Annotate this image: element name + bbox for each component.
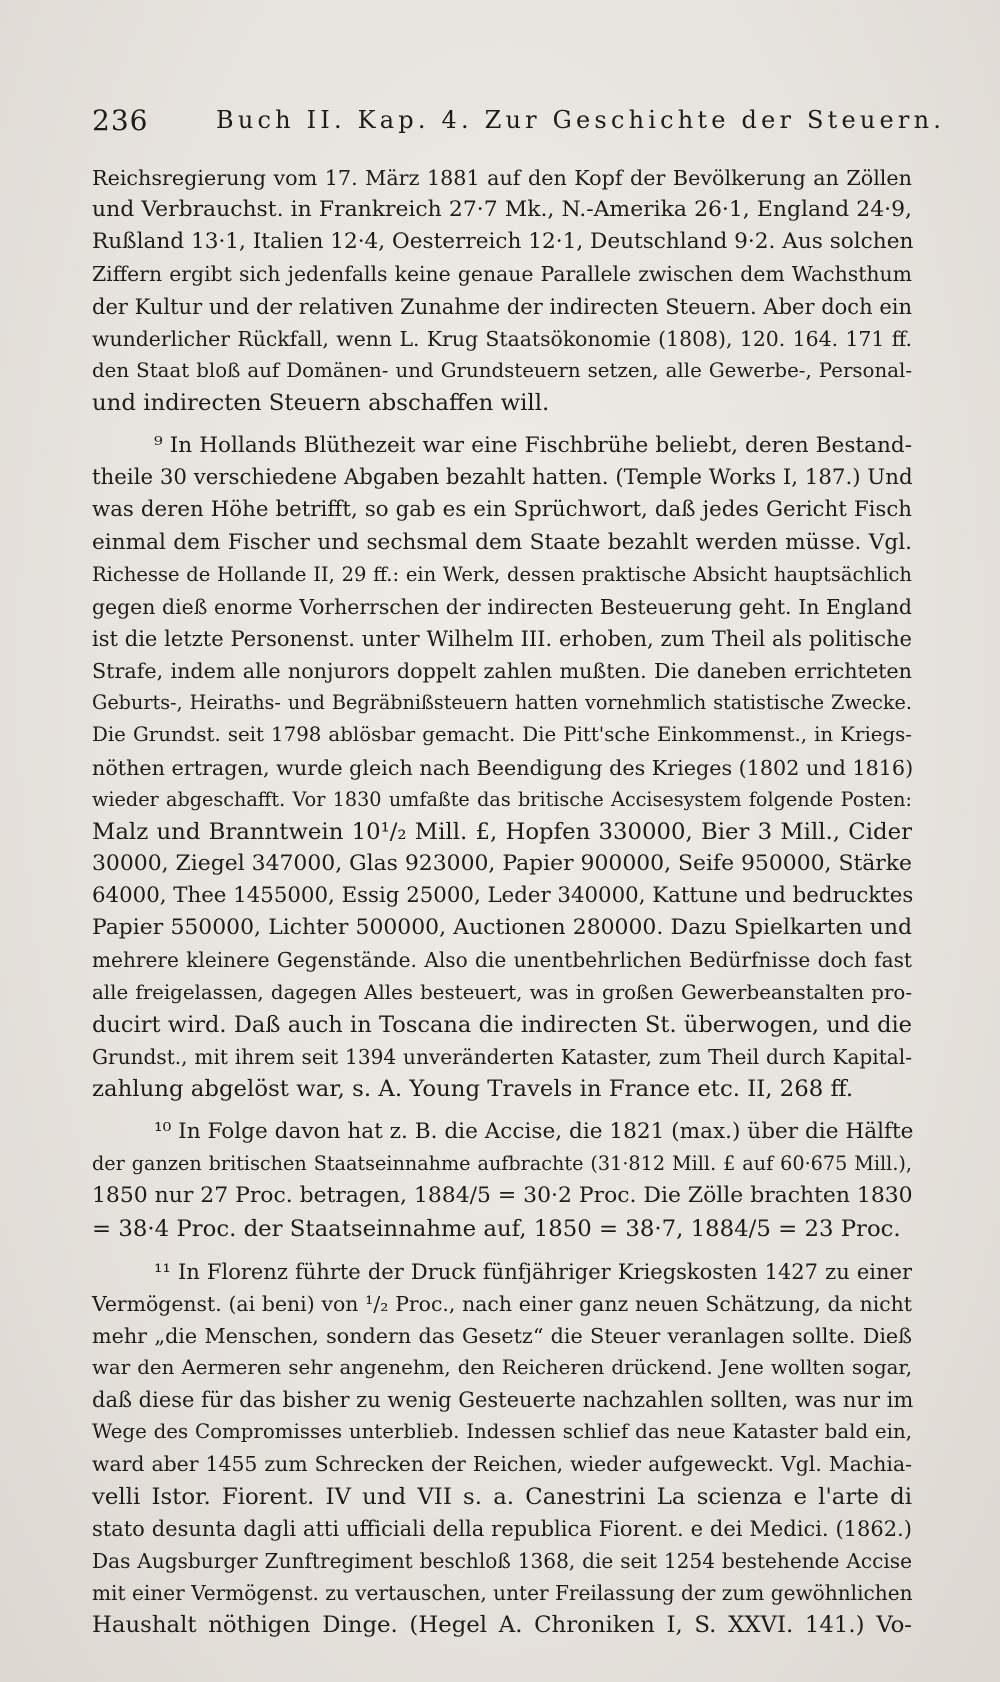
text-line: ⁹ In Hollands Blüthezeit war eine Fischbrühe beliebt, deren Bestand- bbox=[154, 433, 912, 459]
text-line: alle freigelassen, dagegen Alles besteuert, was in großen Gewerbeanstalten pro- bbox=[92, 980, 912, 1004]
text-line: ward aber 1455 zum Schrecken der Reichen, wieder aufgeweckt. Vgl. Machia- bbox=[92, 1452, 912, 1477]
text-line: einmal dem Fischer und sechsmal dem Staate bezahlt werden müsse. Vgl. bbox=[92, 529, 912, 555]
page-header bbox=[92, 104, 946, 140]
text-line: Die Grundst. seit 1798 ablösbar gemacht. Die Pitt'sche Einkommenst., in Kriegs- bbox=[92, 723, 912, 747]
text-line: Richesse de Hollande II, 29 ff.: ein Werk, dessen praktische Absicht hauptsächlich bbox=[92, 562, 912, 586]
text-line: Grundst., mit ihrem seit 1394 unveränderten Kataster, zum Theil durch Kapital- bbox=[92, 1044, 912, 1069]
text-line: ¹⁰ In Folge davon hat z. B. die Accise, die 1821 (max.) über die Hälfte bbox=[154, 1119, 914, 1145]
text-line: Strafe, indem alle nonjurors doppelt zahlen mußten. Die daneben errichteten bbox=[92, 659, 912, 684]
text-line: Wege des Compromisses unterblieb. Indessen schlief das neue Kataster bald ein, bbox=[92, 1420, 912, 1444]
text-line: Vermögenst. (ai beni) von ¹/₂ Proc., nach einer ganz neuen Schätzung, da nicht bbox=[92, 1291, 912, 1316]
text-line: Ziffern ergibt sich jedenfalls keine genaue Parallele zwischen dem Wachsthum bbox=[92, 262, 912, 287]
text-line: Reichsregierung vom 17. März 1881 auf den Kopf der Bevölkerung an Zöllen bbox=[92, 166, 912, 190]
page-number: 236 bbox=[92, 104, 149, 137]
text-line: der ganzen britischen Staatseinnahme aufbrachte (31·812 Mill. £ auf 60·675 Mill.), bbox=[92, 1152, 912, 1176]
text-line: 64000, Thee 1455000, Essig 25000, Leder 340000, Kattune und bedrucktes bbox=[92, 883, 914, 909]
text-line: was deren Höhe betrifft, so gab es ein Sprüchwort, daß jedes Gericht Fisch bbox=[92, 497, 912, 523]
text-line: mit einer Vermögenst. zu vertauschen, unter Freilassung der zum gewöhnlichen bbox=[92, 1581, 913, 1606]
text-line: daß diese für das bisher zu wenig Gesteuerte nachzahlen sollten, was nur im bbox=[92, 1388, 914, 1413]
text-line: ducirt wird. Daß auch in Toscana die indirecten St. überwogen, und die bbox=[92, 1011, 912, 1038]
paragraph-gap bbox=[92, 419, 912, 430]
text-line: und Verbrauchst. in Frankreich 27·7 Mk., N.-Amerika 26·1, England 24·9, bbox=[92, 197, 912, 223]
text-line: Das Augsburger Zunftregiment beschloß 1368, die seit 1254 bestehende Accise bbox=[92, 1548, 912, 1573]
text-line: velli Istor. Fiorent. IV und VII s. a. Canestrini La scienza e l'arte di bbox=[92, 1483, 912, 1510]
text-line: Rußland 13·1, Italien 12·4, Oesterreich 12·1, Deutschland 9·2. Aus solchen bbox=[92, 229, 914, 255]
text-line: Papier 550000, Lichter 500000, Auctionen 280000. Dazu Spielkarten und bbox=[92, 915, 912, 941]
text-line: theile 30 verschiedene Abgaben bezahlt hatten. (Temple Works I, 187.) Und bbox=[92, 465, 913, 491]
text-line: ist die letzte Personenst. unter Wilhelm III. erhoben, zum Theil als politische bbox=[92, 626, 912, 651]
text-line: der Kultur und der relativen Zunahme der indirecten Steuern. Aber doch ein bbox=[92, 294, 912, 319]
text-line: Haushalt nöthigen Dinge. (Hegel A. Chroniken I, S. XXVI. 141.) Vo- bbox=[92, 1612, 912, 1639]
running-head: Buch II. Kap. 4. Zur Geschichte der Steuern. bbox=[216, 106, 946, 134]
text-line: wieder abgeschafft. Vor 1830 umfaßte das britische Accisesystem folgende Posten: bbox=[92, 787, 912, 811]
footnote-10 bbox=[92, 1116, 912, 1245]
text-line: Malz und Branntwein 10¹/₂ Mill. £, Hopfen 330000, Bier 3 Mill., Cider bbox=[92, 818, 912, 845]
text-line: mehrere kleinere Gegenstände. Also die unentbehrlichen Bedürfnisse doch fast bbox=[92, 948, 912, 973]
text-line: 1850 nur 27 Proc. betragen, 1884/5 = 30·2 Proc. Die Zölle brachten 1830 bbox=[92, 1183, 913, 1209]
text-line: ¹¹ In Florenz führte der Druck fünfjähriger Kriegskosten 1427 zu einer bbox=[154, 1259, 912, 1284]
text-line: = 38·4 Proc. der Staatseinnahme auf, 1850 = 38·7, 1884/5 = 23 Proc. bbox=[92, 1215, 901, 1242]
text-line: nöthen ertragen, wurde gleich nach Beendigung des Krieges (1802 und 1816) bbox=[92, 755, 914, 780]
text-line: stato desunta dagli atti ufficiali della republica Fiorent. e dei Medici. (1862.) bbox=[92, 1516, 912, 1541]
footnote-text bbox=[92, 162, 912, 1641]
text-line: mehr „die Menschen, sondern das Gesetz“ die Steuer veranlagen sollte. Dieß bbox=[92, 1323, 912, 1348]
text-line: 30000, Ziegel 347000, Glas 923000, Papier 900000, Seife 950000, Stärke bbox=[92, 850, 912, 876]
text-line: zahlung abgelöst war, s. A. Young Travels in France etc. II, 268 ff. bbox=[92, 1075, 854, 1102]
text-line: war den Aermeren sehr angenehm, den Reicheren drückend. Jene wollten sogar, bbox=[92, 1356, 912, 1380]
text-line: und indirecten Steuern abschaffen will. bbox=[92, 389, 550, 416]
paragraph-continuation bbox=[92, 162, 912, 419]
footnote-11 bbox=[92, 1256, 912, 1642]
paragraph-gap bbox=[92, 1105, 912, 1116]
text-line: gegen dieß enorme Vorherrschen der indirecten Besteuerung geht. In England bbox=[92, 594, 912, 619]
text-line: den Staat bloß auf Domänen- und Grundsteuern setzen, alle Gewerbe-, Personal- bbox=[92, 358, 912, 382]
paragraph-gap bbox=[92, 1245, 912, 1256]
footnote-9 bbox=[92, 430, 912, 1105]
text-line: Geburts-, Heiraths- und Begräbnißsteuern hatten vornehmlich statistische Zwecke. bbox=[92, 691, 912, 715]
text-line: wunderlicher Rückfall, wenn L. Krug Staatsökonomie (1808), 120. 164. 171 ff. bbox=[92, 326, 912, 351]
